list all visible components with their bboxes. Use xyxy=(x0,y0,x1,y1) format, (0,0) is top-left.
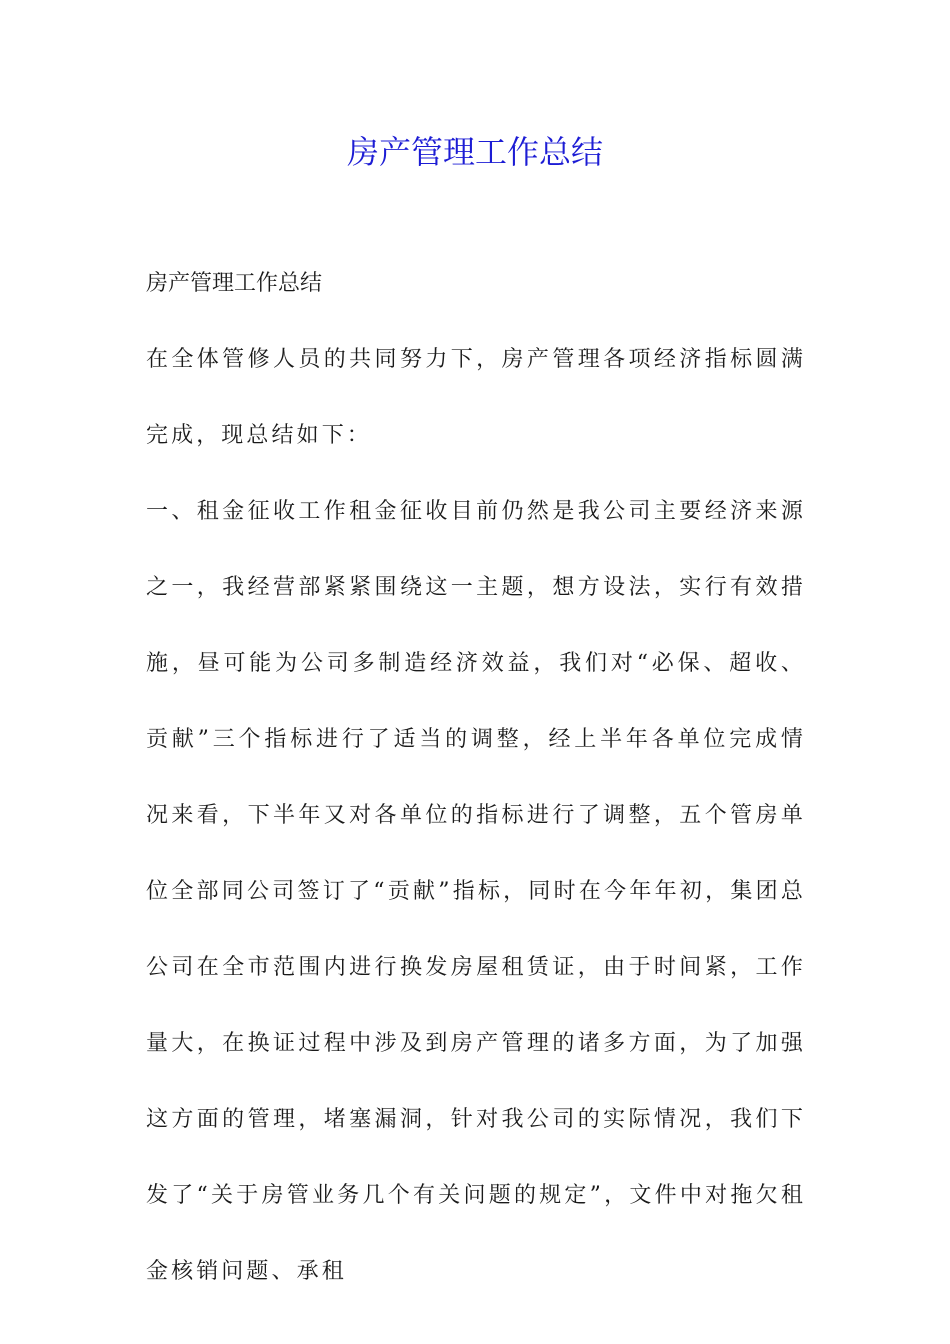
document-subtitle: 房产管理工作总结 xyxy=(146,271,323,296)
document-title: 房产管理工作总结 xyxy=(346,133,603,171)
document-body xyxy=(146,322,806,1310)
paragraph-intro: 在全体管修人员的共同努力下，房产管理各项经济指标圆满完成，现总结如下： xyxy=(146,347,806,448)
paragraph-rent-collection: 一、租金征收工作租金征收目前仍然是我公司主要经济来源之一，我经营部紧紧围绕这一主题，想方设法，实行有效措施，昼可能为公司多制造经济效益，我们对“必保、超收、贡献”三个指标进行了适当的调整，经上半年各单位完成情况来看，下半年又对各单位的指标进行了调整，五个管房单位全部同公司签订了“贡献”指标，同时在今年年初，集团总公司在全市范围内进行换发房屋租赁证，由于时间紧，工作量大，在换证过程中涉及到房产管理的诸多方面，为了加强这方面的管理，堵塞漏洞，针对我公司的实际情况，我们下发了“关于房管业务几个有关问题的规定”，文件中对拖欠租金核销问题、承租 xyxy=(146,499,806,1284)
